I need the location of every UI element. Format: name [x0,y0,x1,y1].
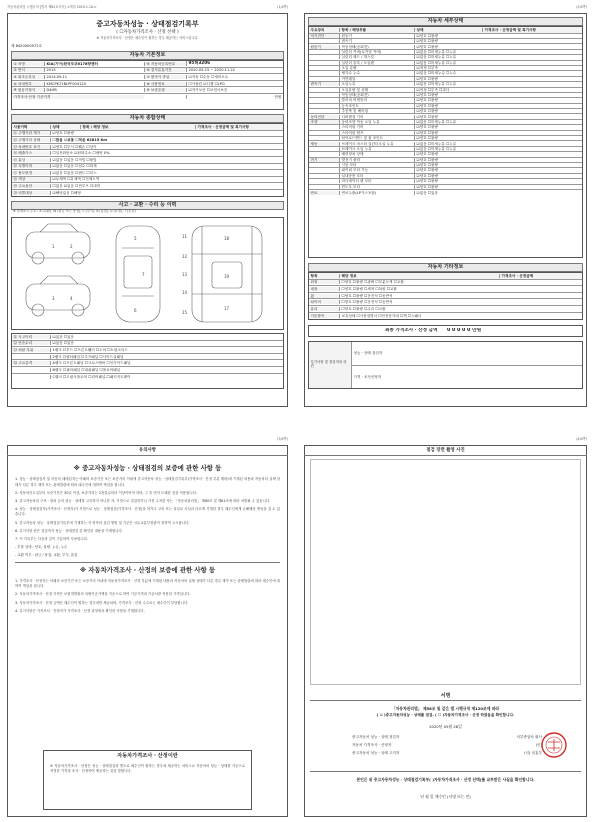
svg-text:4: 4 [70,296,73,301]
item-status: ☑양호 ☐불량 [414,39,482,43]
sign-header: 서명 [310,693,581,701]
table-row: ㉒ 단순수리 ☑없음 ☐있음 [12,341,283,348]
basic-info-table [11,60,284,110]
signers-list [352,735,542,759]
item-label: 등속조인트 [339,104,414,108]
svg-text:15: 15 [182,310,188,315]
note-paragraph: 6. 특기사항 란은 점검자가 성능 · 상태점검 중 확인한 내용을 기재합니다. [15,528,123,533]
item-label: 디퍼렌셜 기어 [339,115,414,119]
note-paragraph: 2. 자동차인도일부터 보증기간은 30일 이상, 보증거리는 2천킬로미터 이상이어야 하며, 그 중 먼저 도래한 것을 적용합니다. [15,490,197,495]
table-row: 성능 · 상태 점검자 [352,342,582,366]
item-status: ☑없음 ☐미세누유 ☐누유 [414,147,482,151]
item-status: ☑양호 ☐불량 [414,163,482,167]
item-status: ☑양호 ☐불량 [414,93,482,97]
item-label: 브레이크 오일 누유 [339,147,414,151]
item-status: ☑양호 ☐불량 [414,185,482,189]
accident-table [11,333,284,389]
item-status: ☑양호 ☐불량 [414,168,482,172]
table-header-row: 사용이력 상태 항목 / 해당 정보 가격조사 · 산정금액 및 특기사항 [12,124,283,131]
item-status: ☑없음 ☐미세누유 ☐누유 [414,50,482,54]
table-row: ⑫ 주행거리 상태 ☐많음 ☑보통 ☐적음 62815 Km [12,137,283,144]
table-row: ⑪ 주행거리 계기 ☑양호 ☐불량 [12,131,283,138]
svg-text:13: 13 [182,272,188,277]
item-label: 라디에이터 팬 모터 [339,179,414,183]
table-row: B랭크 ☐필러패널 ☐대쉬패널 ☐플로어패널 [12,367,283,374]
item-label: 연료누출(LP가스포함) [339,191,414,195]
note-paragraph: 7. 이 기록부는 다음과 같이 구분하여 사용합니다. [15,536,89,541]
svg-text:7: 7 [142,272,145,277]
svg-text:18: 18 [224,236,230,241]
item-label: 동력조향 작동 오일 누유 [339,120,414,124]
final-price-row [308,325,583,337]
item-label: 오일유량 및 상태 [339,88,414,92]
receipt-sign: 년 월 일 매수인 (서명 또는 인) [420,794,471,799]
item-status: ☑양호 ☐불량 [414,179,482,183]
table-row: ⑳ 리콜대상 ☑해당없음 ☐해당 [12,190,283,197]
item-label: 윈도우 모터 [339,185,414,189]
table-row: ① 차명 KIA(기아)한국모코6178량렌터 ⑤ 자동차등록번호 95허3206 [12,61,283,68]
item-status: ☑양호 ☐불량 [414,115,482,119]
page-title: 중고자동차성능 · 상태점검기록부 [96,20,199,28]
device-group-label: 변속기 [309,82,339,86]
notes-section-title: ※ 중고자동차성능 · 상태점검의 보증에 관한 사항 등 [73,464,222,472]
page-4 [300,425,591,819]
item-status: ☑양호 ☐불량 [414,131,482,135]
section-header-basic: 자동차 기본정보 [11,51,284,60]
section-header-other: 자동차 기타정보 [308,263,583,272]
table-row: 휠 ☐양호 ☐불량 ☐운전석 ☐동반석 [309,293,582,300]
device-group-label: 연료 [309,191,339,195]
item-status: ☑양호 ☐불량 [414,136,482,140]
table-row: ㉑ 사고이력 ☑없음 ☐있음 [12,334,283,341]
document-number: 제 8420000972호 [11,44,42,48]
note-paragraph: 2. 자동차가격조사 · 산정 가격은 보험개발원의 차량기준가액을 기준으로 하여 기준가격과 기준서를 적용한 가격입니다. [15,592,191,597]
item-label: 브레이크 마스터 실린더오일 누유 [339,142,414,146]
item-label: 시동 모터 [339,163,414,167]
detail-table-body [309,34,582,196]
table-row: 가격조사·산정 기준가격 만원 [13,95,282,100]
final-price-label: 최종 가격조사 · 산정 금액 [384,328,438,334]
item-label: 추진축 및 베어링 [339,109,414,113]
car-side-outline-left [26,232,90,258]
table-row [309,190,582,195]
svg-text:19: 19 [224,274,230,279]
item-status: ☑양호 ☐불량 [414,158,482,162]
item-label: 작동상태(공회전) [339,45,414,49]
page-3 [3,425,292,819]
table-row: ④ 차대번호 KMCPK71BLPF004120 ⑧ 사용연료 ☐가솔린 ☑디젤 ☐LPG [12,81,283,88]
item-status: ☑양호 ☐불량 [414,104,482,108]
table-row: ㉓ 외판 부위 1랭크 ☐후드 ☐프론트휀더 ☐도어 ☐트렁크리드 [12,347,283,354]
red-seal-stamp [538,729,570,761]
item-label: 실린더 커버(로커암 커버) [339,50,414,54]
item-label: 와이퍼 모터 기능 [339,168,414,172]
svg-text:2: 2 [70,244,73,249]
item-label: 냉각수 누수 [339,71,414,75]
table-row: 외장 ☐양호 ☐불량 ☐광택 ☐부분도색 ☐교환 [309,280,582,287]
notes-section-title: ※ 자동차가격조사 · 산정의 보증에 관한 사항 등 [79,565,216,574]
item-status: ☑양호 ☐불량 [414,45,482,49]
device-group-label: 원동기 [309,45,339,49]
page-number: (1/4쪽) [277,5,288,9]
notes-section-1 [15,461,280,617]
table-header-row: 항목 해당 정보 가격조사 · 산정금액 [309,273,582,280]
item-status: ☑없음 ☐미세누수 ☐누수 [414,71,482,75]
item-status: ☑없음 ☐미세누유 ☐누유 [414,120,482,124]
section-header-status: 자동차 종합상태 [11,114,284,123]
note-paragraph: 1. 가격조사 · 산정자는 아래의 보증기간 또는 보증거리 이내에 자동차가격조사 · 산정 부분에 기재된 내용과 자동차의 실제 상태가 다른 경우 계약 또는 관계법령에 따라 매수인에 대하여 책임을 집니다. [15,578,280,589]
item-status: ☑양호 ☐불량 [414,98,482,102]
notice-text: ※ 자동차가격조사 · 산정은 매수인이 원하는 경우 제공하는 서비스입니다. [96,36,199,40]
item-label: 배력장치 상태 [339,152,414,156]
item-label: 원동기 [339,34,414,38]
sign-law-text-2: ( ☑ )중고자동차성능 · 상태를 점검, ( ☐ )자동차가격조사 · 산정 하였음을 확인합니다. [376,713,515,717]
device-group-label: 제동 [309,142,339,146]
table-row: ㉔ 주요골격 A랭크 ☐프론트패널 ☐크로스멤버 ☐인사이드패널 [12,360,283,367]
item-status: ☑양호 ☐불량 [414,125,482,129]
item-label: 스티어링 펌프 [339,131,414,135]
table-row: ⑭ 배출가스 ☐일산화탄소 ☑탄화수소 ☐매연 0% [12,150,283,157]
table-row: ③ 최초등록일 2014.09.11 ⑦ 변속기 종류 ☑자동 ☐수동 ☐세미오토 [12,74,283,81]
sign-law-text: 「자동차관리법」 제58조 및 같은 법 시행규칙 제120조에 따라 [391,706,500,711]
sign-date: 2020년 05월 28일 [429,724,462,729]
receipt-text: 본인은 위 중고자동차성능 · 상태점검기록부( )자동차가격조사 · 산정 선택)를 교부받은 사실을 확인합니다. [356,777,535,782]
item-label: 커먼레일 [339,77,414,81]
table-row: ⑲ 주요옵션 ☐없음 ☑있음 ☐썬루프 ☐네비 [12,183,283,190]
item-label: 실린더 블록 / 오일팬 [339,61,414,65]
device-group-label: 자기진단 [309,34,339,38]
price-explainer-box [43,750,252,810]
item-label: 오일누유 [339,82,414,86]
item-label: 클러치 어셈블리 [339,98,414,102]
note-paragraph: 3. 자동차가격조사 · 산정 금액은 매수인이 원하는 경우에만 제공되며, 가격조사 · 산정 수수료는 매수인이 부담합니다. [15,600,189,605]
table-row: ⑬ 차대번호 표기 ☑양호 ☐부식 ☐훼손 ☐상이 [12,144,283,151]
device-group-label: 조향 [309,120,339,124]
svg-text:5: 5 [134,236,137,241]
note-paragraph: 4. 성능 · 상태점검자(가격조사 · 산정자)가 거짓으로 성능 · 상태점검(가격조사 · 산정)을 하거나 고의 또는 과실로 사실과 다르게 기재한 경우 매수인에게 손해배상 책임을 질 수 있습니다. [15,507,280,517]
final-price-value: 0 0 0 0 0 만원 [447,328,482,334]
item-label: 실내송풍 모터 [339,174,414,178]
section-header-accident: 사고 · 교환 · 수리 등 이력 [11,201,284,210]
item-status: ☑없음 ☐미세누유 ☐누유 [414,82,482,86]
notes-paragraphs [15,477,280,558]
table-row: ⑨ 원동기형식 D4HB ⑩ 보증유형 ☑자가보증 ☐보험사보증 [12,87,283,94]
item-status: ☑양호 ☐불량 [414,152,482,156]
detail-table [308,26,583,258]
table-row: 내장 ☐양호 ☐불량 ☐세척 ☐복원 ☐교환 [309,286,582,293]
car-damage-diagram [12,218,285,331]
device-group-label: 전기 [309,158,339,162]
explainer-text: ※ 자동차가격조사 · 산정은 성능 · 상태점검과 별도로 매수인이 원하는 경우에 제공하는 서비스로 자동차의 성능 · 상태를 기준으로 적정한 가격을 조사 · 산정하여 제공하는 것을 말합니다. [50,763,245,774]
notes-header: 유의사항 [139,448,156,453]
section-header-detail: 자동차 세부상태 [308,17,583,26]
device-group-label: 동력전달 [309,115,339,119]
note-paragraph: - 부품 상태 : 양호, 불량, 누유, 누수 [15,545,68,550]
table-row: 유리 ☐양호 ☐불량 ☐수리 ☐교환 [309,306,582,313]
explainer-title: 자동차가격조사 · 산정이란 [117,753,178,759]
svg-text:11: 11 [182,234,188,239]
note-paragraph: 1. 성능 · 상태점검자 및 자동차 매매업자는 아래의 보증기간 또는 보증거리 이내에 중고자동차 성능 · 상태점검기록부(가격조사 · 산정 부분 제외)에 기재된 내용과 자동차의 실제 상태가 다른 경우 계약 또는 관계법령에 따라 매수인에 대하여 책임을 집니다. [15,477,280,487]
signer-row: 중고자동차 성능 · 상태 점검자 서부중앙차 회사 [352,735,542,739]
svg-text:1: 1 [52,244,55,249]
item-label: 변속기 [339,39,414,43]
photo-area [310,459,581,685]
item-status: ☑양호 ☐불량 [414,34,482,38]
page-number: (3/4쪽) [277,437,288,441]
table-row: ⑰ 용도변경 ☑없음 ☐있음 ☐렌트 ☐리스 [12,170,283,177]
page-1 [3,3,292,413]
table-header-row: 주요장치 항목 / 해당부품 상태 가격조사 · 산정금액 및 특기사항 [309,27,582,34]
item-status: ☑양호 ☐불량 [414,109,482,113]
svg-text:17: 17 [224,306,230,311]
signer-row: 중고자동차 성능 · 상태 고지자 (인) 임홍부 [352,751,542,755]
note-paragraph: 3. 중고자동차의 구조 · 장치 등의 성능 · 상태를 고지하지 아니한 자, 거짓으로 점검하거나 거짓 고지한 자는 「자동차관리법」 제80조 및 제81조에 따라 처벌될 수 있습니다. [15,498,271,503]
car-top-outline [116,226,160,322]
item-status: ☑없음 ☐미세누유 ☐누유 [414,55,482,59]
notes-paragraphs [15,579,280,614]
car-diagram-panel [11,217,284,330]
form-reference: 자동차관리법 시행규칙 [별지 제82호서식] <개정 2019.1.18.> [7,5,97,9]
item-status: ☑없음 ☐있음 [414,191,482,195]
item-status: ☑양호 ☐불량 [414,77,482,81]
item-status: ☑양호 ☐불량 [414,174,482,178]
page-2 [300,3,591,413]
page-number: (2/4쪽) [576,5,587,9]
table-row: 기본품목 보유상태 ☐사용설명서 ☐안전삼각대 ☐잭 ☐스패너 [309,313,582,320]
signer-row: 자동차 가격조사 · 산정자 (인) [352,743,542,747]
photo-header: 점검 장면 촬영 사진 [426,448,465,453]
page-number: (4/4쪽) [576,437,587,441]
item-label: 오일 유량 [339,66,414,70]
other-info-table [308,272,583,320]
page-subtitle: ( ☐자동차가격조사 · 산정 선택 ) [116,30,179,35]
accident-legend: ※ 상태표시 부호 : X (교환), W (판금 또는 용접), C (부식), A (흠집), U (요철), T (손상) [13,209,136,213]
item-status: ☑적정 ☐부족 ☐과다 [414,88,482,92]
car-side-outline-right [26,284,90,310]
item-label: 실린더 헤드 / 개스킷 [339,55,414,59]
table-row: ⑱ 색상 ☑무채색 ☐유채색 ☐전체도색 [12,177,283,184]
svg-text:3: 3 [52,296,55,301]
item-label: 발전기 출력 [339,158,414,162]
item-status: ☑없음 ☐미세누유 ☐누유 [414,61,482,65]
status-table [11,123,284,197]
note-paragraph: 5. 중고자동차 성능 · 상태점검기록부에 기재하는 각 항목의 점검 방법 및 기준은 국토교통부장관이 정하여 고시합니다. [15,520,190,525]
item-status: ☑적정 ☐부족 [414,66,482,70]
svg-text:12: 12 [182,254,188,259]
svg-text:14: 14 [182,290,188,295]
item-label: 타이로드엔드 및 볼 조인트 [339,136,414,140]
table-row: 2랭크 ☐쿼터패널 ☐루프패널 ☐사이드실패널 [12,354,283,361]
special-notes-table [308,341,583,389]
table-row: ⑯ 특별이력 ☑없음 ☐있음 ☐침수 ☐화재 [12,164,283,171]
item-label: 스티어링 기어 [339,125,414,129]
special-notes-label: 특기사항 및 점검자의 의견 [309,342,351,388]
table-row: C랭크 ☐트렁크플로어 ☐리어패널 ☐패키지트레이 [12,374,283,381]
item-label: 작동상태(공회전) [339,93,414,97]
table-row: 가격 · 조사산정자 [353,374,382,379]
table-row: ② 연식 2015 ⑥ 검사유효기간 2020.05.23 ~ 2020.11.22 [12,68,283,75]
table-row: ⑮ 튜닝 ☑없음 ☐있음 ☐적법 ☐불법 [12,157,283,164]
note-paragraph: 4. 특기사항은 가격조사 · 산정자가 가격조사 · 산정 과정에서 확인한 사항을 기재합니다. [15,608,145,613]
svg-text:6: 6 [134,308,137,313]
item-status: ☑없음 ☐미세누유 ☐누유 [414,142,482,146]
table-row: 타이어 ☐양호 ☐불량 ☐운전석 ☐동반석 [309,299,582,306]
note-paragraph: - 교환 여부 : 판금 / 용접, 교환, 부식, 흠집 [15,553,78,558]
